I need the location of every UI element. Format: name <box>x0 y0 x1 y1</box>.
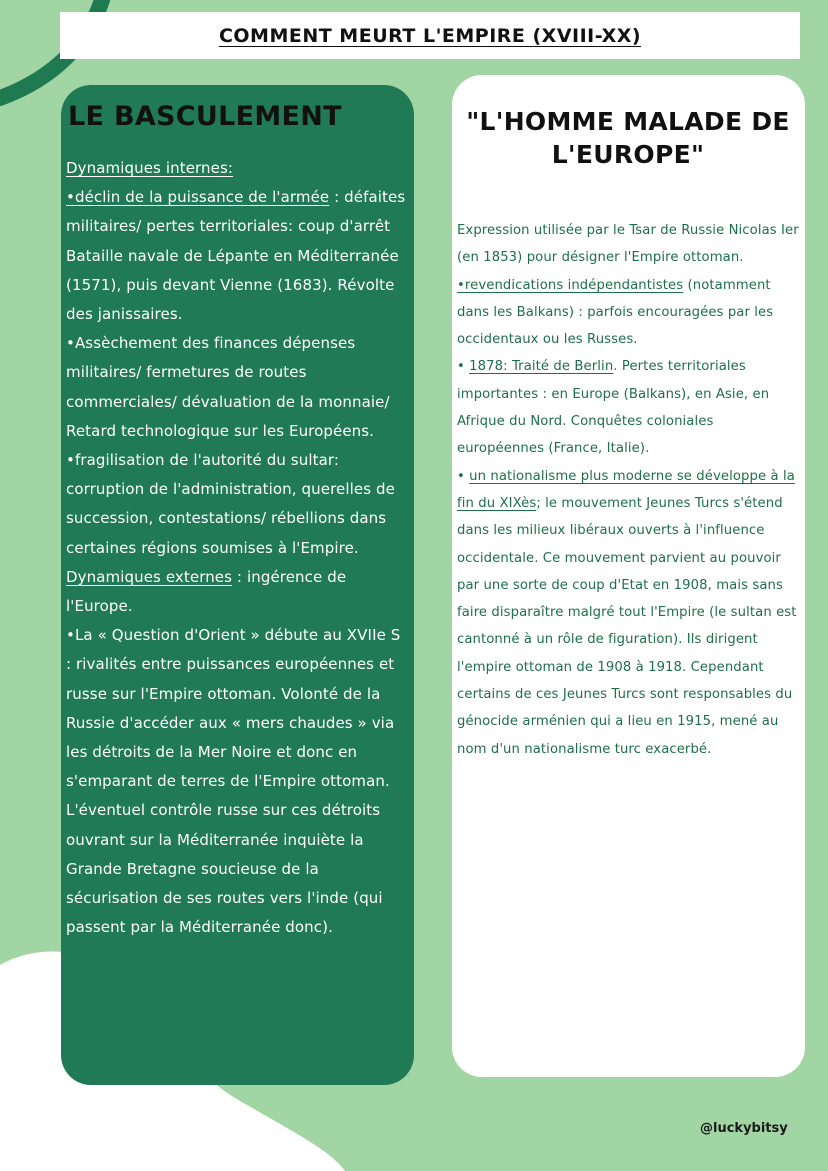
authority-paragraph: •fragilisation de l'autorité du sultar: corruption de l'administration, querelles de succession, contestations/ rébellions dans certaines régions soumises à l'Empire. <box>66 451 395 557</box>
army-decline-text: : défaites militaires/ pertes territoriales: coup d'arrêt Bataille navale de Lépante en Méditerranée (1571), puis devant Vienne (1683). Révolte des janissaires. <box>66 188 406 324</box>
army-decline-lead: •déclin de la puissance de l'armée <box>66 188 330 207</box>
berlin-treaty-paragraph <box>457 353 799 462</box>
sick-man-heading: "L'HOMME MALADE DE L'EUROPE" <box>466 107 790 169</box>
finances-paragraph: •Assèchement des finances dépenses militaires/ fermetures de routes commerciales/ dévaluation de la monnaie/ Retard technologique sur les Européens. <box>66 334 390 440</box>
expression-intro-paragraph: Expression utilisée par le Tsar de Russie Nicolas Ier (en 1853) pour désigner l'Empire ottoman. <box>457 223 799 266</box>
external-dynamics-paragraph <box>66 563 408 621</box>
basculement-heading: LE BASCULEMENT <box>68 101 342 132</box>
basculement-card <box>61 85 414 1085</box>
nationalism-lead: un nationalisme plus moderne se développe à la fin du XIXès <box>457 468 795 511</box>
berlin-treaty-text: . Pertes territoriales importantes : en Europe (Balkans), en Asie, en Afrique du Nord. Conquêtes coloniales européennes (France, Italie). <box>457 359 770 457</box>
berlin-treaty-lead: 1878: Traité de Berlin <box>469 359 614 375</box>
nationalism-paragraph <box>457 463 799 763</box>
nationalism-text: ; le mouvement Jeunes Turcs s'étend dans les milieux libéraux ouverts à l'influence occidentale. Ce mouvement parvient au pouvoir par une sorte de coup d'Etat en 1908, mais sans faire disparaître malgré tout l'Empire (le sultan est cantonné à un rôle de figuration). Ils dirigent l'empire ottoman de 1908 à 1918. Cependant certains de ces Jeunes Turcs sont responsables du génocide arménien qui a lieu en 1915, mené au nom d'un nationalisme turc exacerbé. <box>457 495 797 757</box>
external-dynamics-label: Dynamiques externes <box>66 567 233 586</box>
berlin-treaty-bullet: • <box>457 359 470 375</box>
external-dynamics-text: : ingérence de l'Europe. <box>66 567 347 616</box>
internal-dynamics-label: Dynamiques internes: <box>66 159 234 177</box>
page-title: COMMENT MEURT L'EMPIRE (XVIII-XX) <box>218 24 642 47</box>
internal-dynamics-heading <box>66 154 408 183</box>
sick-man-card <box>452 75 805 1077</box>
eastern-question-paragraph: •La « Question d'Orient » débute au XVIIe S : rivalités entre puissances européennes et russe sur l'Empire ottoman. Volonté de la Russie d'accéder aux « mers chaudes » via les détroits de la Mer Noire et donc en s'emparant de terres de l'Empire ottoman. L'éventuel contrôle russe sur ces détroits ouvrant sur la Méditerranée inquiète la Grande Bretagne soucieuse de la sécurisation de ses routes vers l'inde (qui passent par la Méditerranée donc). <box>66 626 401 937</box>
title-banner <box>60 12 800 59</box>
independence-claims-text: (notamment dans les Balkans) : parfois encouragées par les occidentaux ou les Russes. <box>457 277 774 348</box>
independence-claims-lead: •revendications indépendantistes <box>457 277 684 293</box>
army-decline-paragraph <box>66 183 408 329</box>
independence-claims-paragraph <box>457 272 799 354</box>
nationalism-bullet: • <box>457 468 470 484</box>
author-credit: @luckybitsy <box>700 1121 788 1136</box>
